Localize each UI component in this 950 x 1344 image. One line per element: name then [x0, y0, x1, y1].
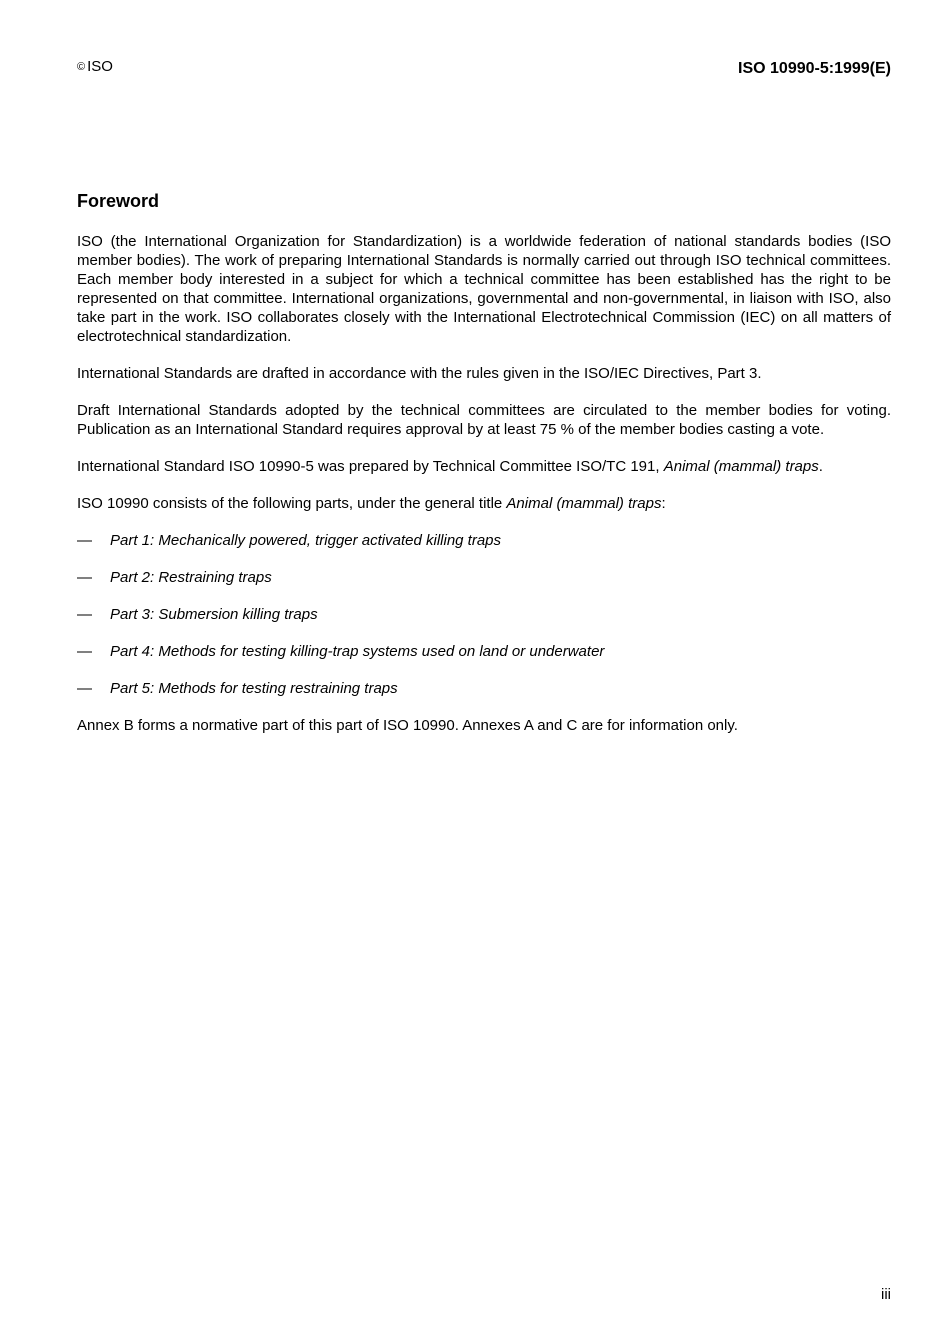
header-copyright [77, 58, 113, 75]
paragraph-5-suffix: : [661, 495, 666, 512]
list-item-text: Part 3: Submersion killing traps [110, 606, 318, 623]
section-title: Foreword [77, 191, 160, 211]
copyright-symbol: © [77, 61, 86, 73]
list-item-part-1 [77, 531, 891, 550]
header-org: ISO [87, 58, 113, 75]
paragraph-4-title: Animal (mammal) traps [663, 458, 819, 475]
list-item-part-5 [77, 679, 891, 698]
paragraph-1: ISO (the International Organization for Standardization) is a worldwide federation of national standards bodies (ISO member bodies). The work of preparing International Standards is normally carried out through ISO technical committees. Each member body interested in a subject for which a technical committee has been established has the right to be represented on that committee. International organizations, governmental and non-governmental, in liaison with ISO, also take part in the work. ISO collaborates closely with the International Electrotechnical Commission (IEC) on all matters of electrotechnical standardization. [77, 233, 891, 345]
foreword-section [77, 190, 891, 753]
paragraph-2: International Standards are drafted in accordance with the rules given in the ISO/IEC Directives, Part 3. [77, 365, 762, 382]
paragraph-4-text: International Standard ISO 10990-5 was prepared by Technical Committee ISO/TC 191, [77, 458, 664, 475]
list-item-part-2 [77, 568, 891, 587]
paragraph-3: Draft International Standards adopted by the technical committees are circulated to the member bodies for voting. Publication as an International Standard requires approval by at least 75 % of the member bodies casting a vote. [77, 402, 891, 438]
list-dash: — [77, 643, 92, 660]
page-number: iii [881, 1286, 891, 1303]
list-dash: — [77, 680, 92, 697]
header-doc-id: ISO 10990-5:1999(E) [738, 60, 891, 77]
paragraph-4-suffix: . [818, 458, 823, 475]
list-dash: — [77, 606, 92, 623]
list-dash: — [77, 532, 92, 549]
list-item-text: Part 4: Methods for testing killing-trap systems used on land or underwater [110, 643, 605, 660]
paragraph-5 [77, 494, 891, 513]
paragraph-6: Annex B forms a normative part of this part of ISO 10990. Annexes A and C are for information only. [77, 717, 738, 734]
list-item-part-4 [77, 642, 891, 661]
paragraph-4 [77, 457, 891, 476]
list-item-part-3 [77, 605, 891, 624]
list-item-text: Part 1: Mechanically powered, trigger activated killing traps [110, 532, 502, 549]
paragraph-5-title: Animal (mammal) traps [506, 495, 662, 512]
list-dash: — [77, 569, 92, 586]
paragraph-5-text: ISO 10990 consists of the following parts, under the general title [77, 495, 507, 512]
list-item-text: Part 2: Restraining traps [110, 569, 272, 586]
list-item-text: Part 5: Methods for testing restraining traps [110, 680, 398, 697]
